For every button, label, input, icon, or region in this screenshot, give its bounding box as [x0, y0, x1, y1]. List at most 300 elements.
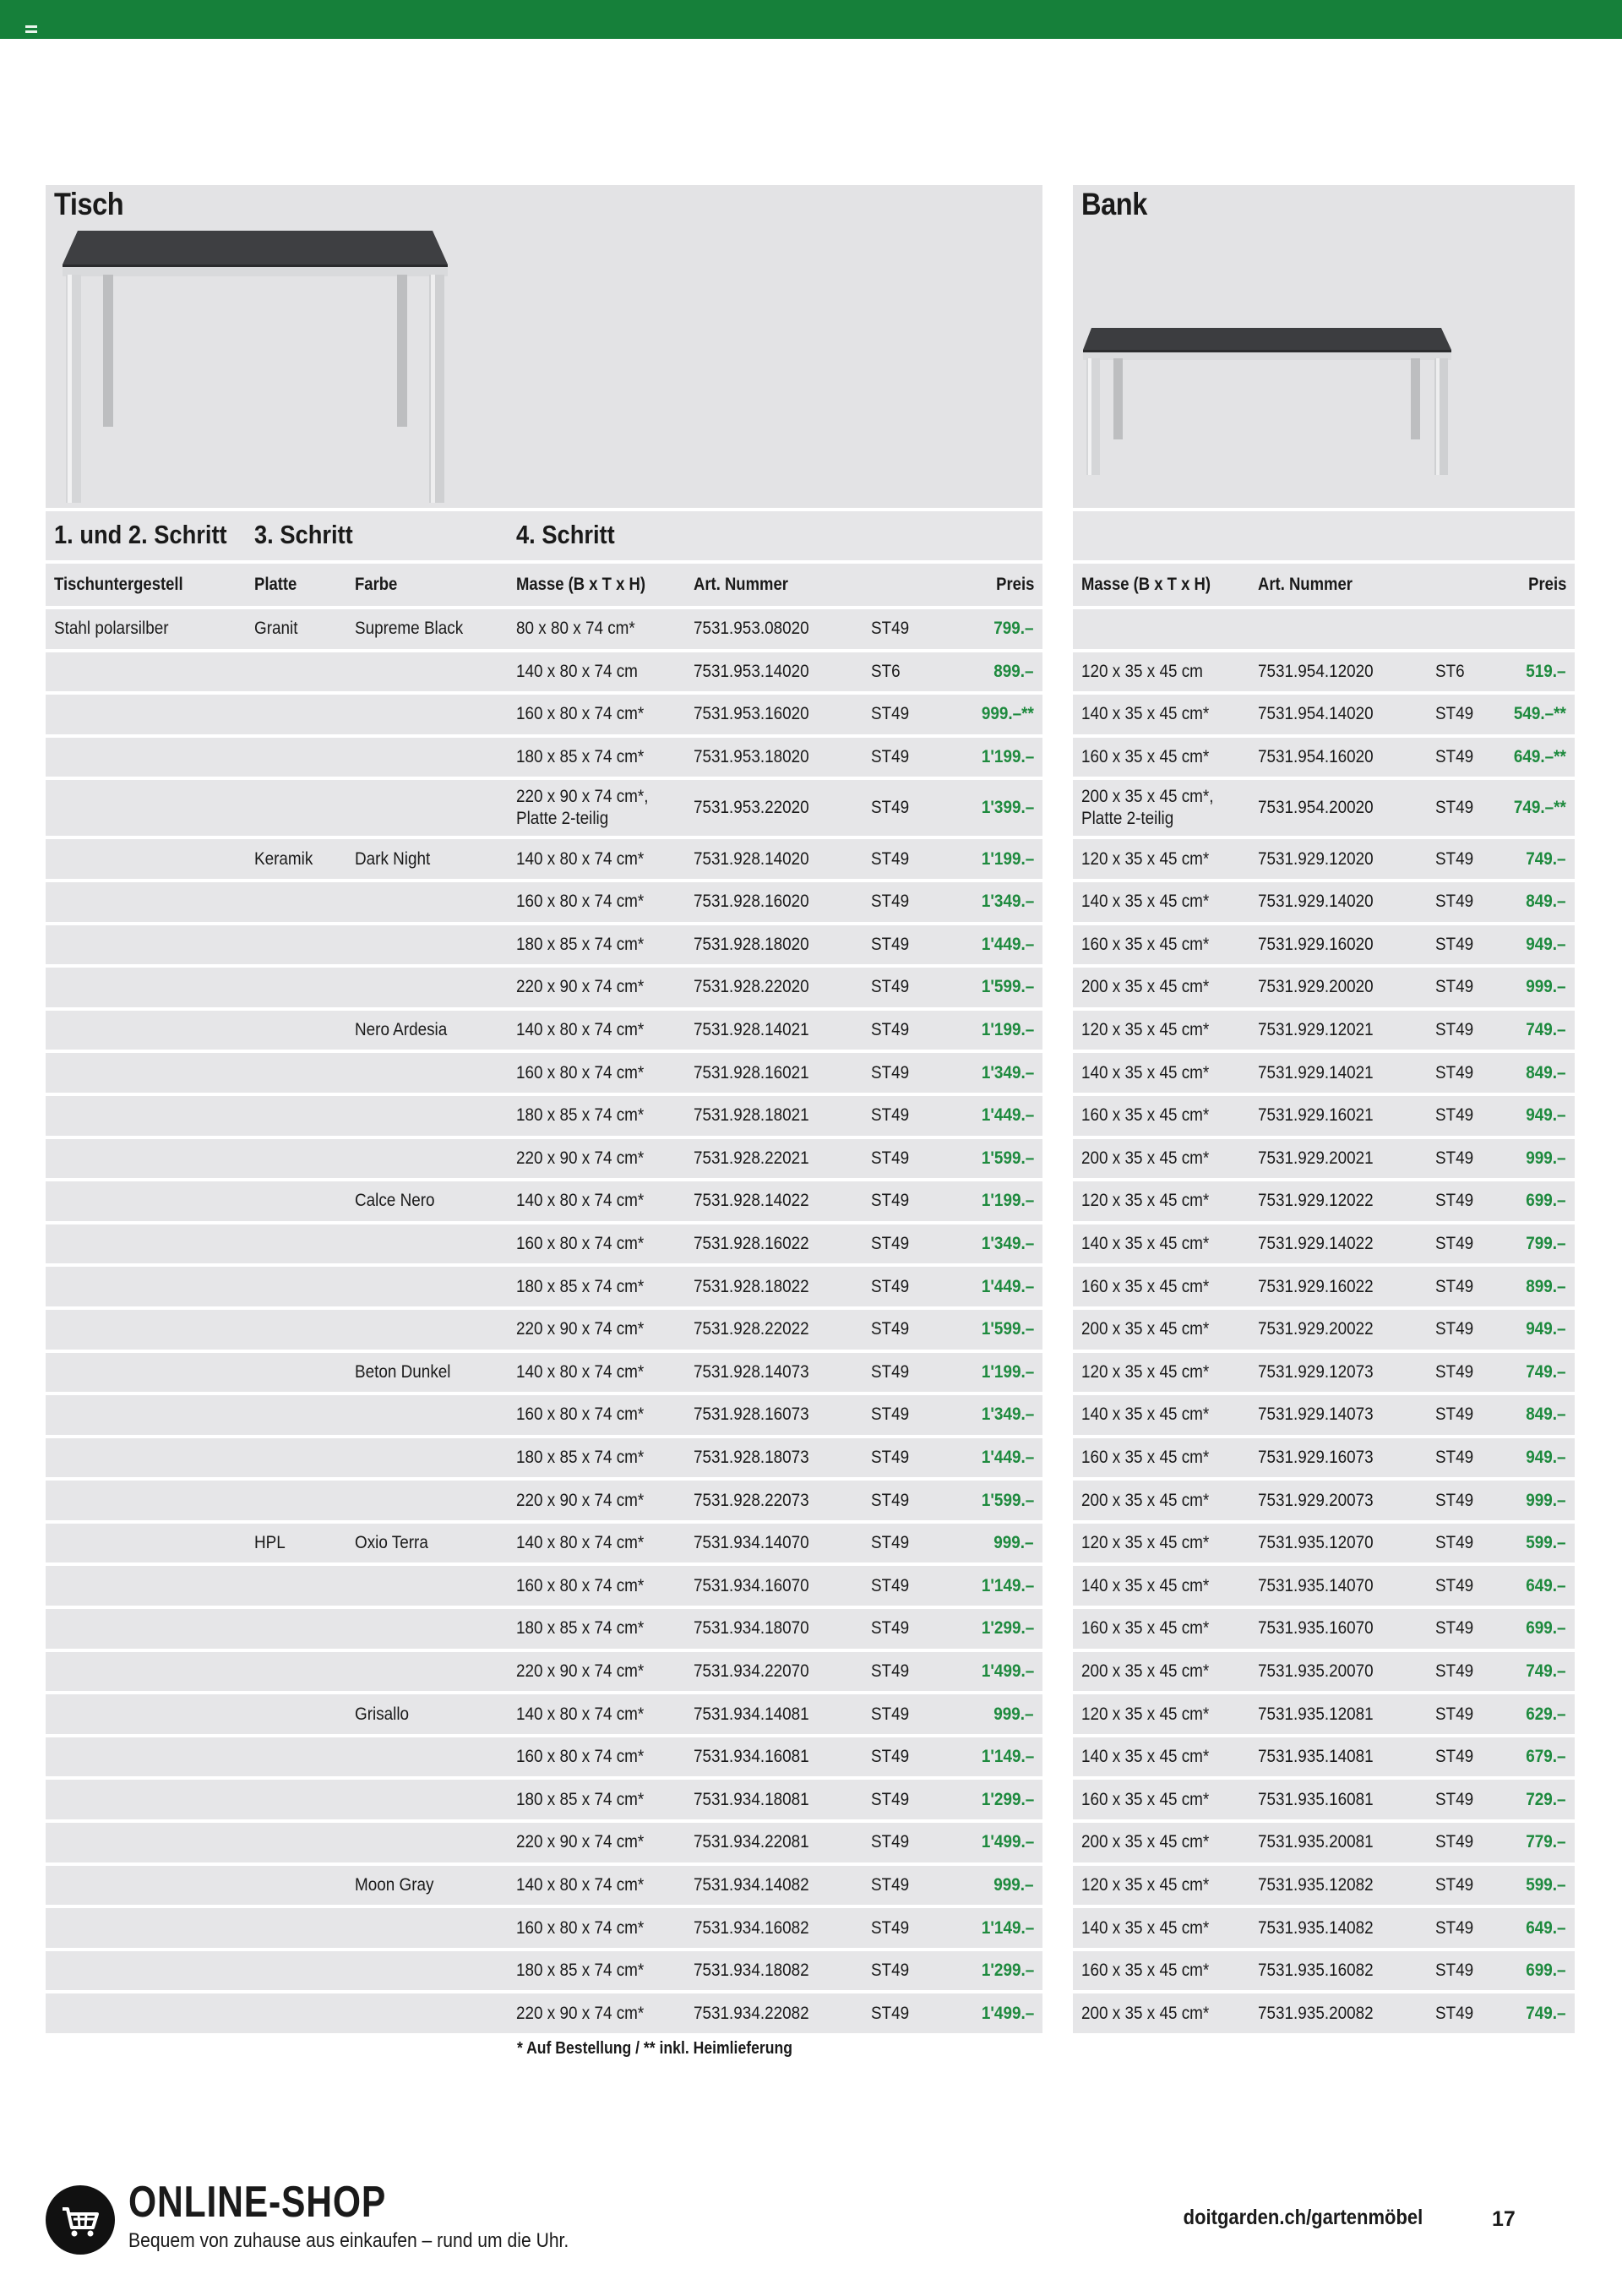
masse-cell: 220 x 90 x 74 cm*	[516, 1490, 645, 1510]
bank-st-code-cell: ST49	[1435, 1404, 1474, 1425]
table-row	[46, 1353, 1042, 1396]
bank-image-area	[1073, 185, 1575, 511]
art-nummer-cell: 7531.928.16021	[694, 1062, 809, 1083]
masse-cell: 180 x 85 x 74 cm*	[516, 934, 645, 954]
bank-masse-cell: 120 x 35 x 45 cm*	[1081, 1704, 1210, 1724]
table-row	[1073, 1267, 1575, 1310]
masse-cell: 140 x 80 x 74 cm*	[516, 1874, 645, 1895]
tisch-table-header	[46, 564, 1042, 609]
bank-art-nummer-cell: 7531.935.16070	[1258, 1618, 1374, 1639]
art-nummer-cell: 7531.928.14022	[694, 1191, 809, 1211]
bank-st-code-cell: ST49	[1435, 934, 1474, 954]
bank-table-header	[1073, 564, 1575, 609]
art-nummer-cell: 7531.928.22073	[694, 1490, 809, 1510]
masse-cell: 220 x 90 x 74 cm*	[516, 1832, 645, 1852]
bank-masse-cell: 140 x 35 x 45 cm*	[1081, 1234, 1210, 1254]
art-nummer-cell: 7531.934.14082	[694, 1874, 809, 1895]
shopping-cart-icon[interactable]	[46, 2185, 115, 2255]
bank-st-code-cell: ST49	[1435, 1191, 1474, 1211]
table-row	[1073, 1481, 1575, 1524]
bank-price-cell: 749.–	[1526, 2003, 1566, 2023]
table-row	[1073, 1353, 1575, 1396]
bank-masse-cell: 160 x 35 x 45 cm*	[1081, 1447, 1210, 1467]
bank-st-code-cell: ST49	[1435, 1575, 1474, 1595]
table-row	[46, 1181, 1042, 1224]
footnote: * Auf Bestellung / ** inkl. Heimlieferung	[517, 2039, 792, 2058]
art-nummer-cell: 7531.928.18073	[694, 1447, 809, 1467]
farbe-cell: Supreme Black	[355, 619, 464, 639]
table-row	[1073, 1866, 1575, 1909]
bank-art-nummer-cell: 7531.935.12082	[1258, 1874, 1374, 1895]
bank-st-code-cell: ST49	[1435, 1234, 1474, 1254]
bank-price-cell: 949.–	[1526, 1319, 1566, 1339]
bank-masse-cell: 120 x 35 x 45 cm	[1081, 661, 1203, 681]
online-shop-title[interactable]: ONLINE-SHOP	[128, 2178, 387, 2227]
bank-price-cell: 649.–**	[1513, 747, 1566, 767]
masse-cell: 220 x 90 x 74 cm*	[516, 977, 645, 997]
price-cell: 1'449.–	[981, 1276, 1034, 1296]
masse-cell-line2: Platte 2-teilig	[516, 809, 609, 829]
bank-art-nummer-cell: 7531.954.16020	[1258, 747, 1374, 767]
masse-cell: 180 x 85 x 74 cm*	[516, 1618, 645, 1639]
bank-header-masse: Masse (B x T x H)	[1081, 575, 1211, 594]
table-row	[1073, 1096, 1575, 1139]
bank-art-nummer-cell: 7531.929.12073	[1258, 1361, 1374, 1382]
art-nummer-cell: 7531.953.16020	[694, 704, 809, 724]
tisch-steps-row	[46, 511, 1042, 564]
bank-st-code-cell: ST49	[1435, 1789, 1474, 1809]
bank-masse-cell: 160 x 35 x 45 cm*	[1081, 934, 1210, 954]
bank-st-code-cell: ST49	[1435, 704, 1474, 724]
farbe-cell: Oxio Terra	[355, 1533, 428, 1553]
platte-cell: Granit	[254, 619, 298, 639]
table-row	[1073, 968, 1575, 1011]
art-nummer-cell: 7531.934.22082	[694, 2003, 809, 2023]
table-row	[1073, 780, 1575, 839]
masse-cell: 180 x 85 x 74 cm*	[516, 747, 645, 767]
platte-cell: Keramik	[254, 848, 313, 869]
bank-art-nummer-cell: 7531.935.20081	[1258, 1832, 1374, 1852]
st-code-cell: ST49	[871, 1874, 910, 1895]
bank-price-cell: 799.–	[1526, 1234, 1566, 1254]
price-cell: 1'299.–	[981, 1961, 1034, 1981]
bank-masse-cell: 140 x 35 x 45 cm*	[1081, 1404, 1210, 1425]
bank-price-cell: 949.–	[1526, 1105, 1566, 1126]
bank-st-code-cell: ST49	[1435, 977, 1474, 997]
st-code-cell: ST49	[871, 1234, 910, 1254]
bank-price-cell: 699.–	[1526, 1961, 1566, 1981]
st-code-cell: ST49	[871, 1191, 910, 1211]
bank-art-nummer-cell: 7531.929.12021	[1258, 1020, 1374, 1040]
bank-st-code-cell: ST49	[1435, 892, 1474, 912]
table-row	[46, 1951, 1042, 1994]
st-code-cell: ST49	[871, 977, 910, 997]
bank-st-code-cell: ST49	[1435, 2003, 1474, 2023]
bank-art-nummer-cell: 7531.929.16022	[1258, 1276, 1374, 1296]
price-cell: 1'349.–	[981, 1234, 1034, 1254]
bank-art-nummer-cell: 7531.929.14020	[1258, 892, 1374, 912]
bank-art-nummer-cell: 7531.929.14073	[1258, 1404, 1374, 1425]
table-row	[46, 1694, 1042, 1737]
table-row	[46, 1139, 1042, 1182]
table-row	[46, 1011, 1042, 1054]
bank-panel	[1073, 185, 1575, 2037]
table-row	[46, 780, 1042, 839]
bank-art-nummer-cell: 7531.954.14020	[1258, 704, 1374, 724]
farbe-cell: Dark Night	[355, 848, 431, 869]
masse-cell: 220 x 90 x 74 cm*	[516, 1148, 645, 1168]
bank-masse-cell: 200 x 35 x 45 cm*	[1081, 2003, 1210, 2023]
header-art-nummer: Art. Nummer	[694, 575, 788, 594]
st-code-cell: ST49	[871, 1618, 910, 1639]
step-1-2-label: 1. und 2. Schritt	[54, 520, 227, 549]
st-code-cell: ST49	[871, 747, 910, 767]
bank-price-cell: 899.–	[1526, 1276, 1566, 1296]
bank-price-cell: 779.–	[1526, 1832, 1566, 1852]
table-row	[46, 968, 1042, 1011]
bank-price-cell: 849.–	[1526, 1404, 1566, 1425]
bank-masse-cell	[1081, 786, 1214, 830]
art-nummer-cell: 7531.928.14073	[694, 1361, 809, 1382]
table-row	[1073, 1395, 1575, 1438]
bank-st-code-cell: ST49	[1435, 1319, 1474, 1339]
st-code-cell: ST49	[871, 934, 910, 954]
art-nummer-cell: 7531.953.22020	[694, 798, 809, 818]
platte-cell: HPL	[254, 1533, 286, 1553]
masse-cell: 180 x 85 x 74 cm*	[516, 1276, 645, 1296]
st-code-cell: ST49	[871, 798, 910, 818]
price-cell: 1'199.–	[981, 1191, 1034, 1211]
header-farbe: Farbe	[355, 575, 398, 594]
bank-st-code-cell: ST49	[1435, 747, 1474, 767]
bank-st-code-cell: ST49	[1435, 1917, 1474, 1938]
st-code-cell: ST49	[871, 1447, 910, 1467]
table-row	[1073, 1181, 1575, 1224]
table-row	[1073, 925, 1575, 968]
bank-st-code-cell: ST49	[1435, 1704, 1474, 1724]
bank-art-nummer-cell: 7531.929.12020	[1258, 848, 1374, 869]
masse-cell: 160 x 80 x 74 cm*	[516, 704, 645, 724]
price-cell: 1'499.–	[981, 2003, 1034, 2023]
price-cell: 1'449.–	[981, 1105, 1034, 1126]
bank-header-preis: Preis	[1527, 575, 1566, 594]
price-cell: 1'199.–	[981, 747, 1034, 767]
tisch-image-area	[46, 185, 1042, 511]
bank-art-nummer-cell: 7531.935.20082	[1258, 2003, 1374, 2023]
art-nummer-cell: 7531.934.22070	[694, 1661, 809, 1681]
st-code-cell: ST49	[871, 1148, 910, 1168]
price-cell: 1'149.–	[981, 1575, 1034, 1595]
table-row	[46, 1096, 1042, 1139]
farbe-cell: Moon Gray	[355, 1874, 434, 1895]
art-nummer-cell: 7531.934.18070	[694, 1618, 809, 1639]
art-nummer-cell: 7531.934.16082	[694, 1917, 809, 1938]
table-row	[1073, 1224, 1575, 1268]
bank-rows	[1073, 609, 1575, 2037]
art-nummer-cell: 7531.934.16081	[694, 1747, 809, 1767]
price-cell: 999.–	[993, 1533, 1034, 1553]
masse-cell: 180 x 85 x 74 cm*	[516, 1789, 645, 1809]
bank-st-code-cell: ST49	[1435, 1276, 1474, 1296]
bank-masse-cell: 200 x 35 x 45 cm*	[1081, 1832, 1210, 1852]
bank-masse-cell: 200 x 35 x 45 cm*	[1081, 977, 1210, 997]
bank-price-cell: 949.–	[1526, 934, 1566, 954]
bank-masse-cell: 140 x 35 x 45 cm*	[1081, 704, 1210, 724]
table-row	[1073, 882, 1575, 925]
table-row	[1073, 695, 1575, 738]
art-nummer-cell: 7531.934.16070	[694, 1575, 809, 1595]
price-cell: 1'599.–	[981, 1490, 1034, 1510]
bank-price-cell: 679.–	[1526, 1747, 1566, 1767]
table-row	[46, 1524, 1042, 1567]
bank-masse-cell: 160 x 35 x 45 cm*	[1081, 1618, 1210, 1639]
menu-icon[interactable]	[25, 25, 37, 33]
farbe-cell: Calce Nero	[355, 1191, 435, 1211]
table-row	[46, 1609, 1042, 1652]
header-preis: Preis	[995, 575, 1034, 594]
table-row	[46, 839, 1042, 882]
bank-masse-cell: 140 x 35 x 45 cm*	[1081, 1917, 1210, 1938]
art-nummer-cell: 7531.934.14081	[694, 1704, 809, 1724]
table-row	[46, 738, 1042, 781]
st-code-cell: ST49	[871, 1490, 910, 1510]
masse-cell: 220 x 90 x 74 cm*	[516, 1661, 645, 1681]
table-row	[1073, 1737, 1575, 1781]
st-code-cell: ST49	[871, 848, 910, 869]
table-row	[46, 1866, 1042, 1909]
art-nummer-cell: 7531.953.14020	[694, 661, 809, 681]
bank-art-nummer-cell: 7531.935.12081	[1258, 1704, 1374, 1724]
bank-masse-cell: 120 x 35 x 45 cm*	[1081, 1191, 1210, 1211]
table-row	[46, 1438, 1042, 1481]
bank-masse-cell: 140 x 35 x 45 cm*	[1081, 1575, 1210, 1595]
price-cell: 1'399.–	[981, 798, 1034, 818]
st-code-cell: ST49	[871, 1062, 910, 1083]
bank-art-nummer-cell: 7531.935.12070	[1258, 1533, 1374, 1553]
price-cell: 1'599.–	[981, 977, 1034, 997]
art-nummer-cell: 7531.934.18082	[694, 1961, 809, 1981]
table-row	[46, 609, 1042, 652]
bank-st-code-cell: ST49	[1435, 1661, 1474, 1681]
art-nummer-cell: 7531.928.18022	[694, 1276, 809, 1296]
bank-st-code-cell: ST49	[1435, 1747, 1474, 1767]
table-row	[46, 695, 1042, 738]
masse-cell: 180 x 85 x 74 cm*	[516, 1105, 645, 1126]
art-nummer-cell: 7531.953.08020	[694, 619, 809, 639]
bank-art-nummer-cell: 7531.929.16073	[1258, 1447, 1374, 1467]
bank-art-nummer-cell: 7531.929.12022	[1258, 1191, 1374, 1211]
farbe-cell: Grisallo	[355, 1704, 410, 1724]
price-cell: 1'199.–	[981, 848, 1034, 869]
bank-masse-cell: 120 x 35 x 45 cm*	[1081, 1020, 1210, 1040]
bank-steps-row	[1073, 511, 1575, 564]
bank-st-code-cell: ST49	[1435, 1020, 1474, 1040]
bank-art-nummer-cell: 7531.935.14081	[1258, 1747, 1374, 1767]
bank-art-nummer-cell: 7531.929.14021	[1258, 1062, 1374, 1083]
bank-art-nummer-cell: 7531.935.14070	[1258, 1575, 1374, 1595]
bank-price-cell: 999.–	[1526, 1490, 1566, 1510]
bank-price-cell: 749.–	[1526, 1020, 1566, 1040]
bank-price-cell: 699.–	[1526, 1191, 1566, 1211]
st-code-cell: ST49	[871, 1917, 910, 1938]
bank-art-nummer-cell: 7531.929.20021	[1258, 1148, 1374, 1168]
bank-art-nummer-cell: 7531.954.20020	[1258, 798, 1374, 818]
st-code-cell: ST49	[871, 1361, 910, 1382]
bank-price-cell: 699.–	[1526, 1618, 1566, 1639]
table-row	[46, 1267, 1042, 1310]
price-cell: 1'199.–	[981, 1020, 1034, 1040]
bank-price-cell: 519.–	[1526, 661, 1566, 681]
bank-price-cell: 599.–	[1526, 1874, 1566, 1895]
bank-price-cell: 849.–	[1526, 1062, 1566, 1083]
bank-masse-cell: 140 x 35 x 45 cm*	[1081, 1062, 1210, 1083]
masse-cell: 220 x 90 x 74 cm*	[516, 2003, 645, 2023]
bank-st-code-cell: ST49	[1435, 1490, 1474, 1510]
table-row	[1073, 1823, 1575, 1866]
masse-cell: 160 x 80 x 74 cm*	[516, 1062, 645, 1083]
bank-masse-cell: 120 x 35 x 45 cm*	[1081, 1533, 1210, 1553]
st-code-cell: ST49	[871, 1832, 910, 1852]
table-row	[1073, 1310, 1575, 1353]
price-cell: 1'199.–	[981, 1361, 1034, 1382]
gestell-cell: Stahl polarsilber	[54, 619, 169, 639]
price-cell: 1'599.–	[981, 1148, 1034, 1168]
st-code-cell: ST49	[871, 1020, 910, 1040]
bank-header-art-nummer: Art. Nummer	[1258, 575, 1353, 594]
st-code-cell: ST49	[871, 1747, 910, 1767]
bank-masse-cell: 140 x 35 x 45 cm*	[1081, 892, 1210, 912]
art-nummer-cell: 7531.928.16022	[694, 1234, 809, 1254]
table-row	[1073, 839, 1575, 882]
bank-art-nummer-cell: 7531.935.20070	[1258, 1661, 1374, 1681]
online-shop-subtitle: Bequem von zuhause aus einkaufen – rund um die Uhr.	[128, 2229, 569, 2252]
bank-st-code-cell: ST6	[1435, 661, 1465, 681]
table-row	[1073, 1694, 1575, 1737]
bank-price-cell: 549.–**	[1513, 704, 1566, 724]
bank-masse-cell: 120 x 35 x 45 cm*	[1081, 848, 1210, 869]
table-row	[1073, 1524, 1575, 1567]
bank-price-cell: 949.–	[1526, 1447, 1566, 1467]
bank-masse-cell: 160 x 35 x 45 cm*	[1081, 1961, 1210, 1981]
table-row	[1073, 738, 1575, 781]
st-code-cell: ST49	[871, 1276, 910, 1296]
st-code-cell: ST49	[871, 1404, 910, 1425]
price-cell: 1'149.–	[981, 1747, 1034, 1767]
price-cell: 999.–**	[981, 704, 1034, 724]
table-row	[46, 925, 1042, 968]
bank-price-cell: 849.–	[1526, 892, 1566, 912]
table-row	[46, 882, 1042, 925]
table-row	[46, 1310, 1042, 1353]
bank-masse-cell: 140 x 35 x 45 cm*	[1081, 1747, 1210, 1767]
bank-art-nummer-cell: 7531.929.20020	[1258, 977, 1374, 997]
st-code-cell: ST49	[871, 1789, 910, 1809]
masse-cell: 140 x 80 x 74 cm*	[516, 1191, 645, 1211]
bank-masse-cell: 160 x 35 x 45 cm*	[1081, 747, 1210, 767]
bank-masse-cell: 120 x 35 x 45 cm*	[1081, 1361, 1210, 1382]
bank-masse-cell: 200 x 35 x 45 cm*	[1081, 1319, 1210, 1339]
art-nummer-cell: 7531.934.18081	[694, 1789, 809, 1809]
art-nummer-cell: 7531.934.14070	[694, 1533, 809, 1553]
table-row	[1073, 1780, 1575, 1823]
bank-st-code-cell: ST49	[1435, 1105, 1474, 1126]
masse-cell-line1: 220 x 90 x 74 cm*,	[516, 787, 649, 807]
bench-image	[1083, 324, 1455, 494]
table-row	[1073, 1053, 1575, 1096]
masse-cell: 160 x 80 x 74 cm*	[516, 1747, 645, 1767]
top-brand-bar	[0, 0, 1622, 39]
bank-price-cell: 999.–	[1526, 1148, 1566, 1168]
bank-title: Bank	[1081, 187, 1147, 221]
bank-st-code-cell: ST49	[1435, 1361, 1474, 1382]
price-cell: 1'299.–	[981, 1789, 1034, 1809]
table-row	[46, 1780, 1042, 1823]
price-cell: 999.–	[993, 1704, 1034, 1724]
bank-art-nummer-cell: 7531.929.20022	[1258, 1319, 1374, 1339]
bank-masse-cell: 200 x 35 x 45 cm*	[1081, 1490, 1210, 1510]
masse-cell: 160 x 80 x 74 cm*	[516, 892, 645, 912]
bank-st-code-cell: ST49	[1435, 1533, 1474, 1553]
bank-masse-cell: 200 x 35 x 45 cm*	[1081, 1148, 1210, 1168]
bank-masse-cell: 120 x 35 x 45 cm*	[1081, 1874, 1210, 1895]
step-3-label: 3. Schritt	[254, 520, 353, 549]
art-nummer-cell: 7531.953.18020	[694, 747, 809, 767]
price-cell: 899.–	[993, 661, 1034, 681]
farbe-cell: Beton Dunkel	[355, 1361, 451, 1382]
table-row	[1073, 1139, 1575, 1182]
website-link[interactable]: doitgarden.ch/gartenmöbel	[1183, 2206, 1423, 2229]
table-row	[46, 1737, 1042, 1781]
st-code-cell: ST49	[871, 2003, 910, 2023]
masse-cell: 220 x 90 x 74 cm*	[516, 1319, 645, 1339]
table-row	[46, 1395, 1042, 1438]
masse-cell: 160 x 80 x 74 cm*	[516, 1575, 645, 1595]
bank-price-cell: 649.–	[1526, 1917, 1566, 1938]
header-masse: Masse (B x T x H)	[516, 575, 646, 594]
bank-st-code-cell: ST49	[1435, 1832, 1474, 1852]
masse-cell: 140 x 80 x 74 cm*	[516, 1533, 645, 1553]
farbe-cell: Nero Ardesia	[355, 1020, 448, 1040]
tisch-title: Tisch	[54, 187, 124, 221]
price-cell: 1'499.–	[981, 1832, 1034, 1852]
bank-art-nummer-cell: 7531.929.16021	[1258, 1105, 1374, 1126]
table-row	[46, 1224, 1042, 1268]
masse-cell: 160 x 80 x 74 cm*	[516, 1234, 645, 1254]
bank-price-cell: 999.–	[1526, 977, 1566, 997]
st-code-cell: ST49	[871, 1704, 910, 1724]
st-code-cell: ST49	[871, 1575, 910, 1595]
bank-st-code-cell: ST49	[1435, 1874, 1474, 1895]
price-cell: 1'449.–	[981, 1447, 1034, 1467]
st-code-cell: ST49	[871, 619, 910, 639]
bank-st-code-cell: ST49	[1435, 1148, 1474, 1168]
st-code-cell: ST49	[871, 704, 910, 724]
masse-cell: 180 x 85 x 74 cm*	[516, 1961, 645, 1981]
masse-cell: 140 x 80 x 74 cm*	[516, 1020, 645, 1040]
price-cell: 799.–	[993, 619, 1034, 639]
bank-masse-cell: 160 x 35 x 45 cm*	[1081, 1105, 1210, 1126]
price-cell: 999.–	[993, 1874, 1034, 1895]
masse-cell: 160 x 80 x 74 cm*	[516, 1404, 645, 1425]
bank-st-code-cell: ST49	[1435, 848, 1474, 869]
st-code-cell: ST49	[871, 1533, 910, 1553]
st-code-cell: ST49	[871, 1105, 910, 1126]
st-code-cell: ST49	[871, 1319, 910, 1339]
price-cell: 1'599.–	[981, 1319, 1034, 1339]
bank-masse-cell: 160 x 35 x 45 cm*	[1081, 1276, 1210, 1296]
art-nummer-cell: 7531.934.22081	[694, 1832, 809, 1852]
table-row	[46, 1652, 1042, 1695]
